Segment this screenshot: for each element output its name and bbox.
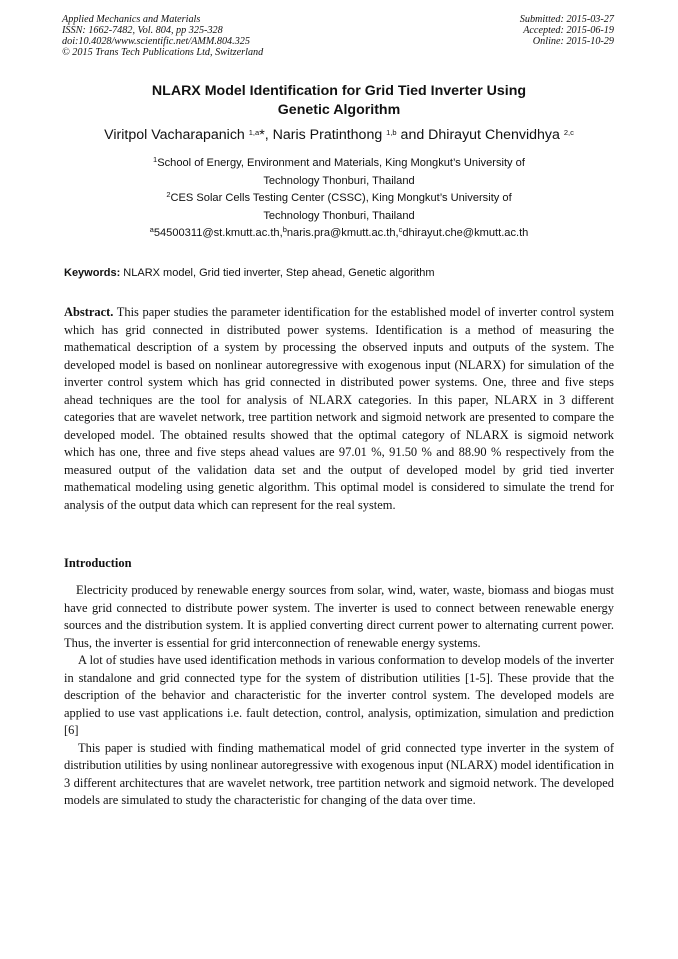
intro-paragraph-1: Electricity produced by renewable energy sources from solar, wind, water, waste, biomass and biogas must have grid connected to distribute power system. The inverter is used to connect between renewable energy sources and the distribution system. It is applied converting direct current power to alternating current power. Thus, the inverter is essential for grid interconnection of renewable energy systems. <box>64 583 614 650</box>
keywords-text: NLARX model, Grid tied inverter, Step ahead, Genetic algorithm <box>120 267 435 279</box>
section-heading-introduction: Introduction <box>64 556 132 570</box>
journal-doi: doi:10.4028/www.scientific.net/AMM.804.325 <box>62 36 250 47</box>
email-c: dhirayut.che@kmutt.ac.th <box>402 227 529 240</box>
corresponding-mark: *, <box>259 127 273 143</box>
author-3-affil: 2,c <box>563 128 574 137</box>
email-a-mark: a <box>149 225 154 235</box>
online-date: Online: 2015-10-29 <box>532 36 614 47</box>
journal-header-right <box>520 14 614 47</box>
author-2-name: Naris Pratinthong <box>272 127 387 143</box>
email-c-mark: c <box>398 225 403 235</box>
journal-name: Applied Mechanics and Materials <box>62 14 201 25</box>
journal-issn: ISSN: 1662-7482, Vol. 804, pp 325-328 <box>62 25 223 36</box>
author-1-affil: 1,a <box>248 128 260 137</box>
abstract-text: This paper studies the parameter identification for the established model of inverter control system which has grid connected in distributed power systems. Identification is a method of measuring the mathematical description of a system by processing the observed inputs and outputs of the system. The developed model is based on nonlinear autoregressive with exogenous input (NLARX) for simulation of the inverter control system which has grid connected in distributed power systems. One, three and five steps ahead techniques are the tool for analysis of NLARX categories. In this paper, NLARX in 3 different categories that are wavelet network, tree partition network and sigmoid network are presented to compare the developed model. The obtained results showed that the optimal category of NLARX is sigmoid network which has one, three and five steps ahead values are 97.01 %, 91.50 % and 88.90 % respectively from the measured output of the validation data set and the output of developed model by grid tied inverter mathematical modeling using genetic algorithm. This optimal model is considered to simulate the trend for analysis of the output data which can represent for the real system. <box>64 305 614 512</box>
affiliations <box>60 155 618 243</box>
email-b-mark: b <box>282 225 287 235</box>
keywords-label: Keywords: <box>64 267 121 279</box>
intro-paragraph-2: A lot of studies have used identification methods in various conformation to develop models of the inverter in standalone and grid connected type for the system of distribution utilities [1-5]. These provide that the description of the behavior and characteristic for the inverter control system. The developed models are applied to use vast applications i.e. fault detection, control, analysis, optimization, simulation and prediction [6] <box>64 653 614 737</box>
abstract-label: Abstract. <box>64 305 114 319</box>
email-b: naris.pra@kmutt.ac.th, <box>286 227 399 240</box>
author-3-name: Dhirayut Chenvidhya <box>428 127 564 143</box>
author-1-name: Viritpol Vacharapanich <box>104 127 249 143</box>
affiliation-1-cont: Technology Thonburi, Thailand <box>263 174 415 187</box>
email-a: 54500311@st.kmutt.ac.th, <box>153 227 283 240</box>
introduction-body <box>64 582 614 810</box>
abstract <box>64 304 614 514</box>
affiliation-1-line-1: School of Energy, Environment and Materials, King Mongkut’s University of <box>157 157 525 169</box>
journal-header-left <box>62 14 263 58</box>
affiliation-2-line-1: CES Solar Cells Testing Center (CSSC), King Mongkut’s University of <box>170 192 512 205</box>
title-line-1: NLARX Model Identification for Grid Tied Inverter Using <box>151 83 527 99</box>
title-line-2: Genetic Algorithm <box>277 102 401 118</box>
affiliation-2-number: 2 <box>166 190 171 200</box>
affiliation-1 <box>60 155 618 173</box>
affiliation-1-number: 1 <box>153 155 158 164</box>
affiliation-2 <box>60 190 618 208</box>
author-separator: and <box>396 127 429 143</box>
submitted-date: Submitted: 2015-03-27 <box>519 14 614 25</box>
accepted-date: Accepted: 2015-06-19 <box>523 25 614 36</box>
author-emails <box>60 225 618 243</box>
paper-title <box>60 82 618 120</box>
journal-copyright: © 2015 Trans Tech Publications Ltd, Switzerland <box>62 47 264 58</box>
affiliation-2-cont: Technology Thonburi, Thailand <box>263 209 415 222</box>
author-2-affil: 1,b <box>386 128 397 137</box>
author-list <box>40 126 638 144</box>
intro-paragraph-3: This paper is studied with finding mathematical model of grid connected type inverter in the system of distribution utilities by using nonlinear autoregressive with exogenous input (NLARX) model identification in 3 different architectures that are wavelet network, tree partition network and sigmoid network. The developed models are simulated to study the characteristic for changing of the data over time. <box>64 740 614 807</box>
keywords <box>64 266 614 281</box>
